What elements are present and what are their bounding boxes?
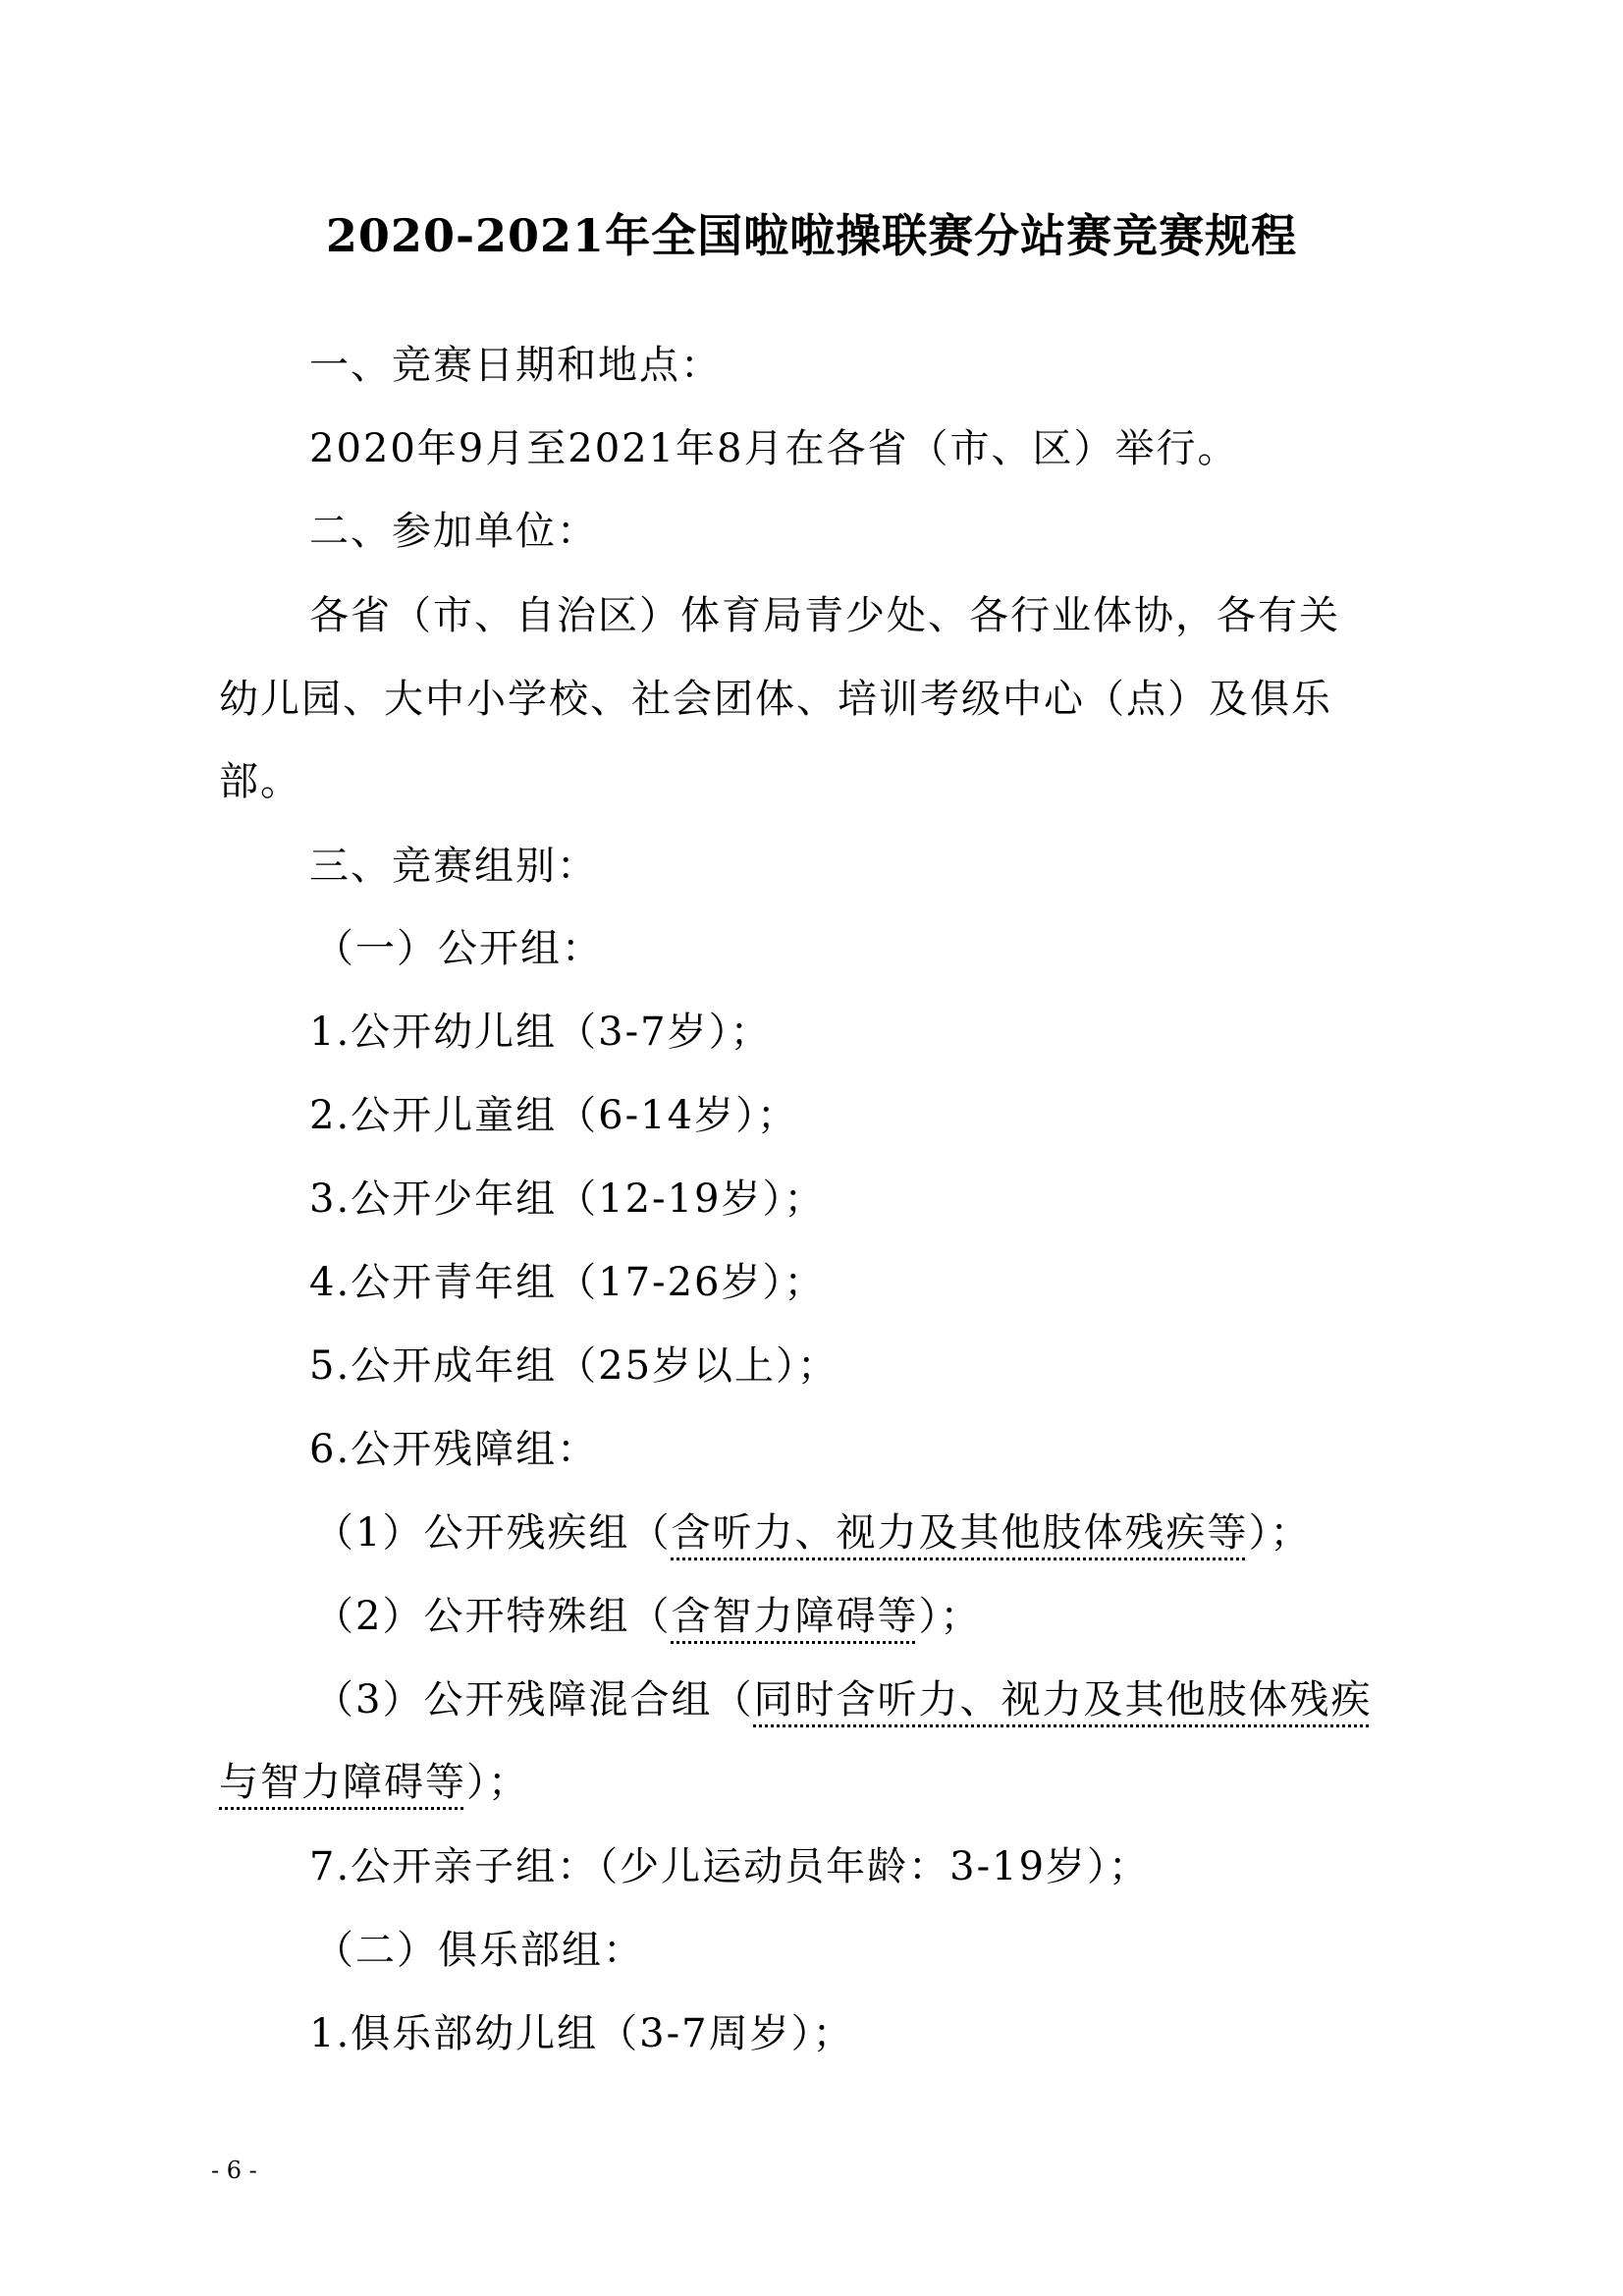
open-group-heading: （一）公开组： bbox=[314, 926, 603, 971]
club-group-heading: （二）俱乐部组： bbox=[314, 1928, 644, 1973]
section-1-heading: 一、竞赛日期和地点： bbox=[309, 343, 722, 388]
open-group-item-6-sub-1 bbox=[314, 1503, 1311, 1562]
sub-3-cont-suffix: ）； bbox=[466, 1760, 529, 1805]
open-group-item-2: 2.公开儿童组（6-14岁）； bbox=[309, 1093, 799, 1138]
open-group-item-6-sub-3 bbox=[314, 1670, 1372, 1729]
open-group-item-6: 6.公开残障组： bbox=[309, 1427, 599, 1472]
sub-3-dotted-text: 同时含听力、视力及其他肢体残疾 bbox=[753, 1677, 1373, 1722]
sub-2-prefix: （2）公开特殊组（ bbox=[314, 1594, 672, 1639]
document-title: 2020-2021年全国啦啦操联赛分站赛竞赛规程 bbox=[325, 209, 1298, 262]
section-2-heading: 二、参加单位： bbox=[309, 509, 598, 554]
section-2-body-line-2: 幼儿园、大中小学校、社会团体、培训考级中心（点）及俱乐 bbox=[219, 677, 1332, 722]
sub-1-suffix: ）； bbox=[1248, 1510, 1312, 1556]
open-group-item-6-sub-3-continued bbox=[219, 1753, 529, 1812]
section-2-body-line-1: 各省（市、自治区）体育局青少处、各行业体协，各有关 bbox=[309, 593, 1340, 638]
open-group-item-4: 4.公开青年组（17-26岁）； bbox=[309, 1260, 826, 1305]
open-group-item-1: 1.公开幼儿组（3-7岁）； bbox=[309, 1010, 772, 1055]
sub-2-dotted-text: 含智力障碍等 bbox=[671, 1594, 919, 1639]
open-group-item-7: 7.公开亲子组：（少儿运动员年龄：3-19岁）； bbox=[309, 1844, 1151, 1889]
section-1-body: 2020年9月至2021年8月在各省（市、区）举行。 bbox=[309, 426, 1239, 471]
sub-1-dotted-text: 含听力、视力及其他肢体残疾等 bbox=[671, 1510, 1249, 1556]
page-number: - 6 - bbox=[211, 2157, 257, 2184]
sub-3-prefix: （3）公开残障混合组（ bbox=[314, 1677, 754, 1722]
open-group-item-6-sub-2 bbox=[314, 1587, 981, 1646]
open-group-item-5: 5.公开成年组（25岁以上）； bbox=[309, 1343, 839, 1389]
sub-1-prefix: （1）公开残疾组（ bbox=[314, 1510, 672, 1556]
section-2-body-line-3: 部。 bbox=[219, 759, 301, 804]
open-group-item-3: 3.公开少年组（12-19岁）； bbox=[309, 1176, 826, 1222]
section-3-heading: 三、竞赛组别： bbox=[309, 844, 598, 889]
club-group-item-1: 1.俱乐部幼儿组（3-7周岁）； bbox=[309, 2011, 854, 2056]
sub-3-cont-dotted-text: 与智力障碍等 bbox=[219, 1760, 466, 1805]
sub-2-suffix: ）； bbox=[918, 1594, 982, 1639]
